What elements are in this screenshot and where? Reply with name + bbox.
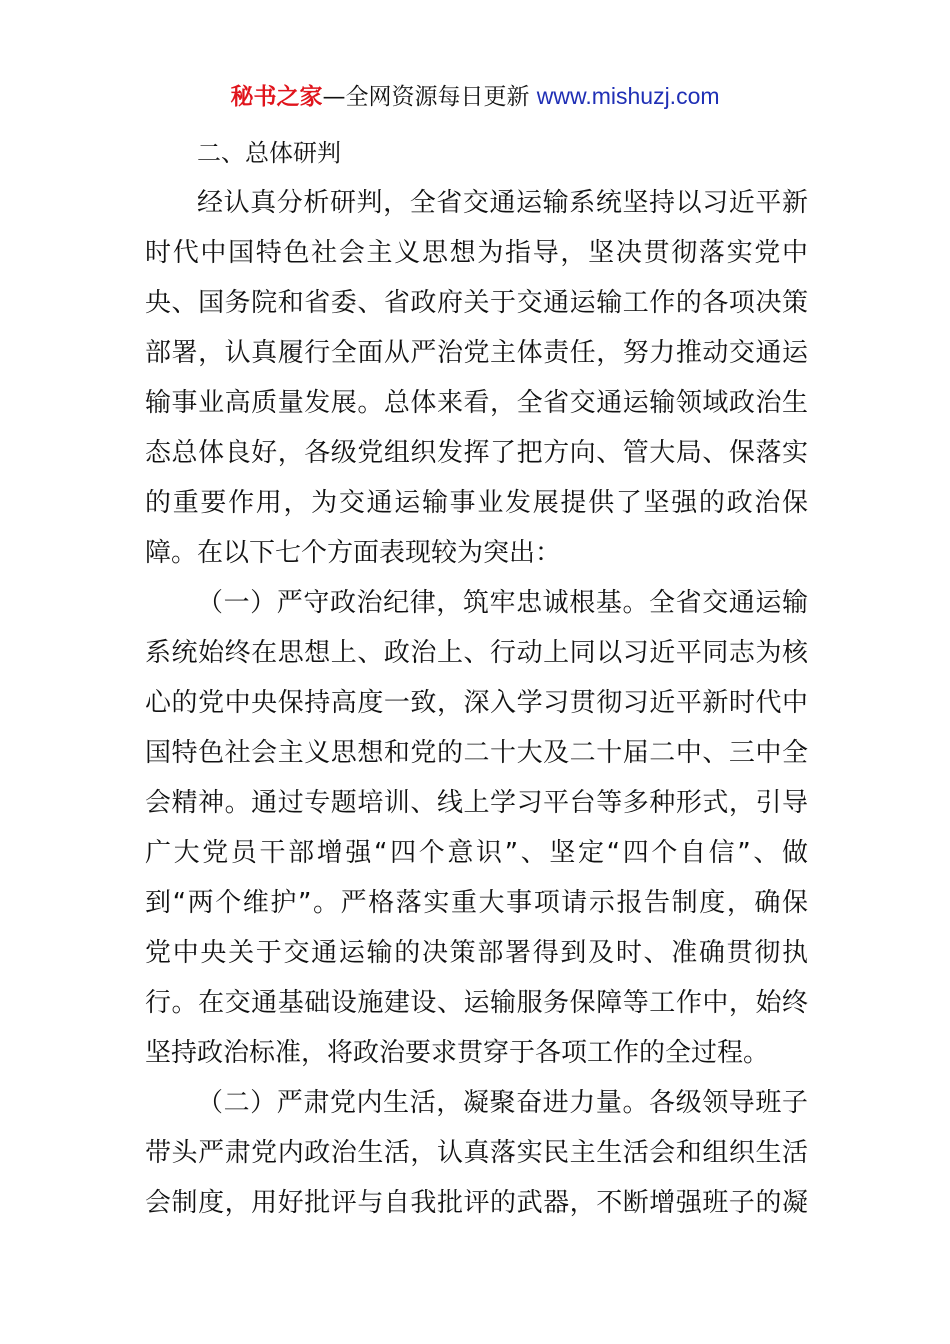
- paragraph-line: 坚持政治标准，将政治要求贯穿于各项工作的全过程。: [145, 1038, 770, 1068]
- section-heading: 二、总体研判: [197, 139, 341, 167]
- paragraph-line: 会制度，用好批评与自我批评的武器，不断增强班子的凝: [145, 1188, 808, 1218]
- paragraph-line: 态总体良好，各级党组织发挥了把方向、管大局、保落实: [145, 438, 808, 468]
- paragraph-line: 到“两个维护”。严格落实重大事项请示报告制度，确保: [145, 888, 808, 918]
- site-banner: [0, 80, 950, 113]
- paragraph-line: 广大党员干部增强“四个意识”、坚定“四个自信”、做: [145, 838, 808, 868]
- paragraph-line: 央、国务院和省委、省政府关于交通运输工作的各项决策: [145, 288, 808, 318]
- paragraph-line: 国特色社会主义思想和党的二十大及二十届二中、三中全: [145, 738, 808, 768]
- paragraph-line: 经认真分析研判，全省交通运输系统坚持以习近平新: [197, 188, 808, 218]
- paragraph-line: （一）严守政治纪律，筑牢忠诚根基。全省交通运输: [197, 588, 808, 618]
- paragraph-line: 部署，认真履行全面从严治党主体责任，努力推动交通运: [145, 338, 808, 368]
- paragraph-line: 障。在以下七个方面表现较为突出：: [145, 538, 562, 568]
- paragraph-line: 会精神。通过专题培训、线上学习平台等多种形式，引导: [145, 788, 808, 818]
- paragraph-line: 系统始终在思想上、政治上、行动上同以习近平同志为核: [145, 638, 808, 668]
- paragraph-line: 心的党中央保持高度一致，深入学习贯彻习近平新时代中: [145, 688, 808, 718]
- document-body: [145, 128, 808, 1228]
- paragraph-line: 带头严肃党内政治生活，认真落实民主生活会和组织生活: [145, 1138, 808, 1168]
- paragraph-line: 行。在交通基础设施建设、运输服务保障等工作中，始终: [145, 988, 808, 1018]
- paragraph-line: 的重要作用，为交通运输事业发展提供了坚强的政治保: [145, 488, 808, 518]
- paragraph-line: 党中央关于交通运输的决策部署得到及时、准确贯彻执: [145, 938, 808, 968]
- paragraph-line: （二）严肃党内生活，凝聚奋进力量。各级领导班子: [197, 1088, 808, 1118]
- paragraph-line: 输事业高质量发展。总体来看，全省交通运输领域政治生: [145, 388, 808, 418]
- site-url-link[interactable]: www.mishuzj.com: [536, 83, 720, 109]
- site-brand: 秘书之家: [230, 84, 323, 110]
- paragraph-line: 时代中国特色社会主义思想为指导，坚决贯彻落实党中: [145, 238, 808, 268]
- site-tagline: —全网资源每日更新: [322, 84, 537, 110]
